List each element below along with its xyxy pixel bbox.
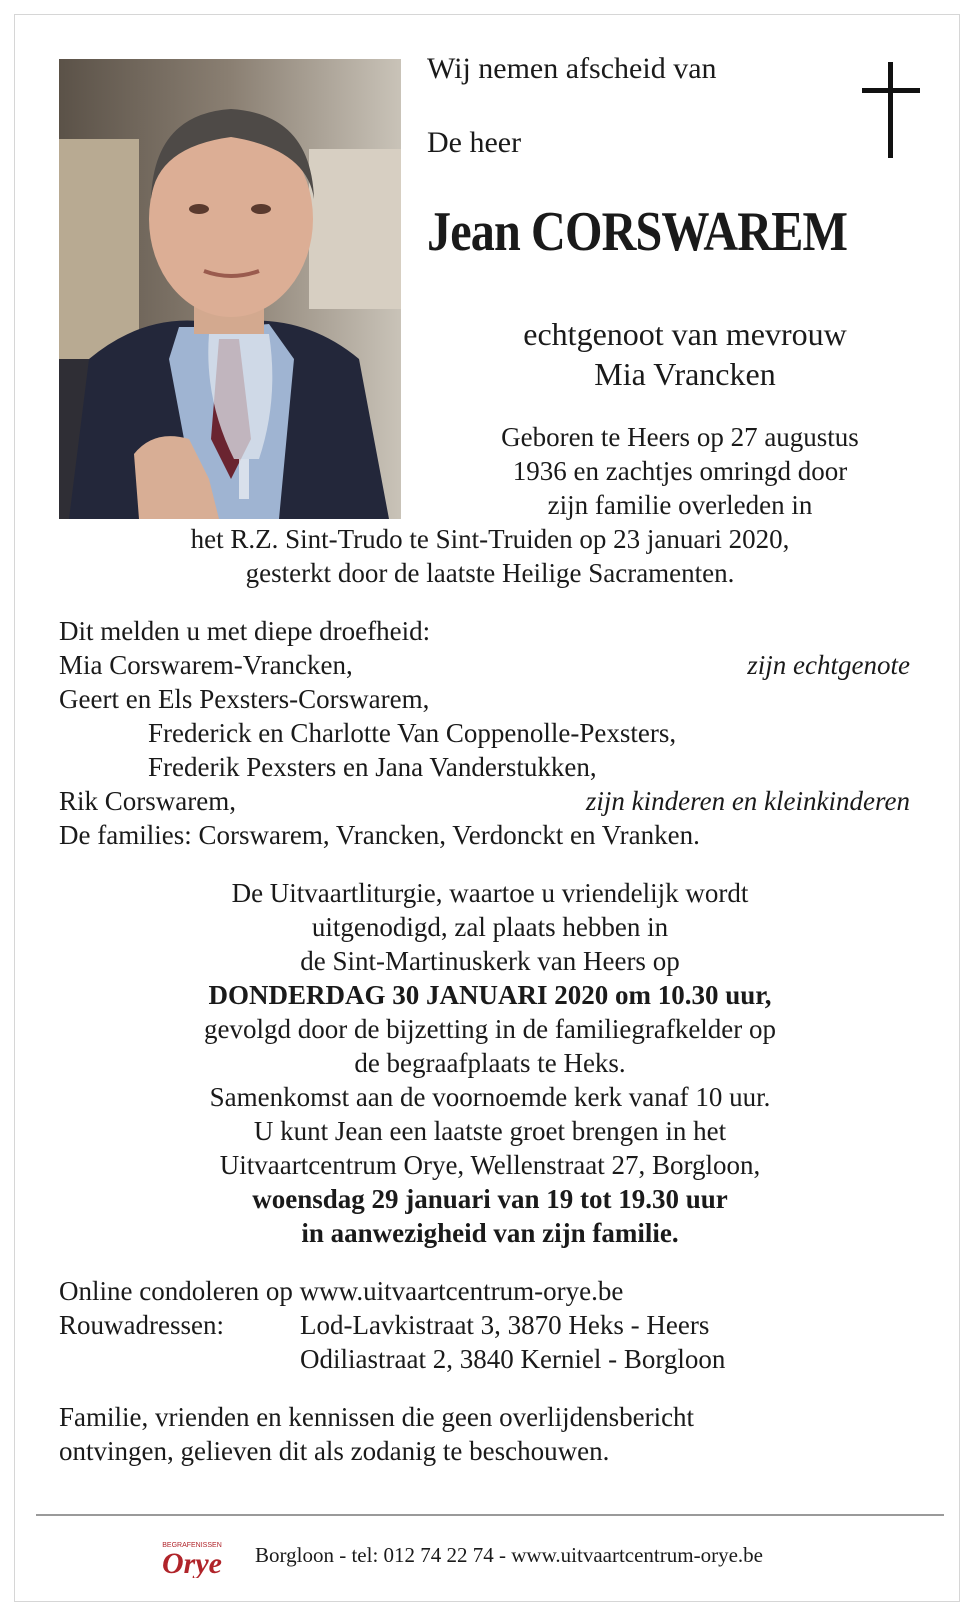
bio-line-5: gesterkt door de laatste Heilige Sacramenten. bbox=[245, 558, 735, 588]
online-condolences: Online condoleren op www.uitvaartcentrum-orye.be bbox=[59, 1276, 624, 1306]
footer-divider bbox=[36, 1514, 944, 1516]
spouse-role: zijn echtgenote bbox=[747, 650, 910, 680]
deceased-name: Jean CORSWAREM bbox=[427, 201, 848, 263]
service-line-9: Uitvaartcentrum Orye, Wellenstraat 27, Borgloon, bbox=[219, 1150, 761, 1180]
logo-text: Orye bbox=[162, 1547, 222, 1578]
spouse-block bbox=[425, 314, 945, 394]
service-line-2: uitgenodigd, zal plaats hebben in bbox=[311, 912, 669, 942]
service-date: DONDERDAG 30 JANUARI 2020 om 10.30 uur, bbox=[208, 980, 772, 1010]
service-line-3: de Sint-Martinuskerk van Heers op bbox=[300, 946, 680, 976]
bio-line-1: Geboren te Heers op 27 augustus bbox=[501, 422, 859, 452]
families: De families: Corswarem, Vrancken, Verdonckt en Vranken. bbox=[59, 820, 700, 850]
service-line-5: gevolgd door de bijzetting in de familiegrafkelder op bbox=[203, 1014, 777, 1044]
closing-line-1: Familie, vrienden en kennissen die geen overlijdensbericht bbox=[59, 1402, 695, 1432]
bio-line-2: 1936 en zachtjes omringd door bbox=[512, 456, 848, 486]
service-line-6: de begraafplaats te Heks. bbox=[354, 1048, 626, 1078]
logo-small-text: BEGRAFENISSEN bbox=[162, 1542, 222, 1549]
spouse-name: Mia Corswarem-Vrancken, bbox=[59, 650, 353, 680]
grandchild-1: Frederick en Charlotte Van Coppenolle-Pexsters, bbox=[148, 718, 677, 748]
child-2: Rik Corswarem, bbox=[59, 786, 236, 816]
visit-note: in aanwezigheid van zijn familie. bbox=[301, 1218, 679, 1248]
service-line-1: De Uitvaartliturgie, waartoe u vriendelijk wordt bbox=[231, 878, 749, 908]
footer-info: Borgloon - tel: 012 74 22 74 - www.uitvaartcentrum-orye.be bbox=[255, 1543, 763, 1567]
addresses-label: Rouwadressen: bbox=[59, 1310, 224, 1340]
portrait-photo bbox=[59, 59, 401, 519]
bio-line-3: zijn familie overleden in bbox=[547, 490, 813, 520]
visit-date: woensdag 29 januari van 19 tot 19.30 uur bbox=[252, 1184, 728, 1214]
child-1: Geert en Els Pexsters-Corswarem, bbox=[59, 684, 430, 714]
honorific: De heer bbox=[427, 126, 522, 159]
service-line-8: U kunt Jean een laatste groet brengen in het bbox=[253, 1116, 727, 1146]
intro-text: Wij nemen afscheid van bbox=[427, 52, 717, 85]
children-role: zijn kinderen en kleinkinderen bbox=[585, 786, 910, 816]
closing-line-2: ontvingen, gelieven dit als zodanig te beschouwen. bbox=[59, 1436, 610, 1466]
spouse-line-1: echtgenoot van mevrouw bbox=[523, 316, 847, 352]
announcers-intro: Dit melden u met diepe droefheid: bbox=[59, 616, 431, 646]
grandchild-2: Frederik Pexsters en Jana Vanderstukken, bbox=[148, 752, 597, 782]
spouse-line-2: Mia Vrancken bbox=[594, 356, 776, 392]
cross-icon bbox=[862, 62, 920, 158]
orye-logo bbox=[152, 1538, 232, 1578]
bio-line-4: het R.Z. Sint-Trudo te Sint-Truiden op 23 januari 2020, bbox=[190, 524, 790, 554]
service-line-7: Samenkomst aan de voornoemde kerk vanaf 10 uur. bbox=[209, 1082, 771, 1112]
address-2: Odiliastraat 2, 3840 Kerniel - Borgloon bbox=[300, 1344, 726, 1374]
address-1: Lod-Lavkistraat 3, 3870 Heks - Heers bbox=[300, 1310, 710, 1340]
